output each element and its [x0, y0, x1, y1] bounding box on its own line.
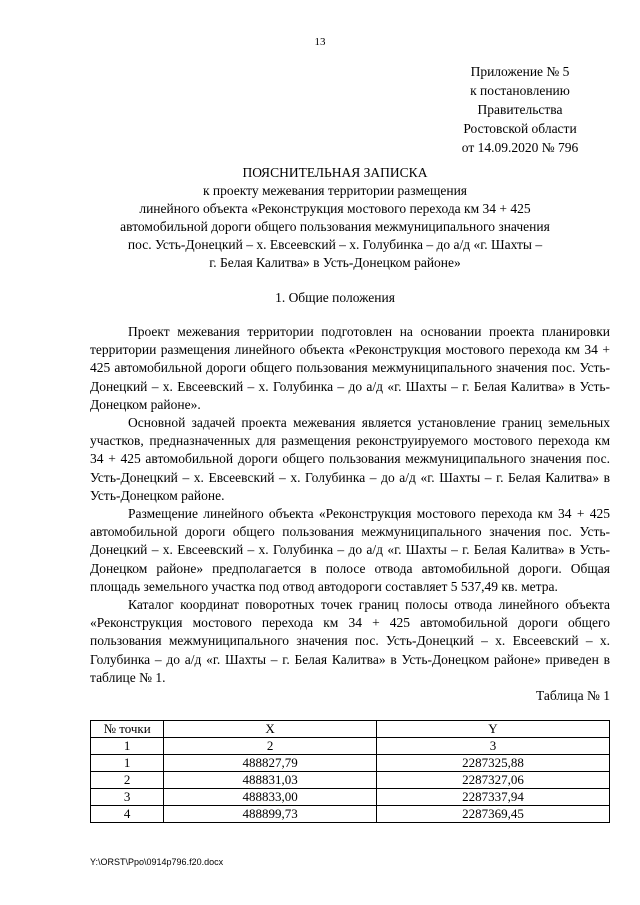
table-cell: 488827,79	[164, 755, 377, 772]
document-title	[60, 164, 610, 272]
title-line: пос. Усть-Донецкий – х. Евсеевский – х. Голубинка – до а/д «г. Шахты –	[127, 237, 543, 252]
table-cell: 4	[91, 806, 164, 823]
table-row	[91, 789, 610, 806]
table-cell: 1	[91, 738, 164, 755]
table-cell: 2287337,94	[376, 789, 609, 806]
table-header-row	[91, 721, 610, 738]
table-row	[91, 806, 610, 823]
coordinates-table	[90, 720, 610, 823]
appendix-line: от 14.09.2020 № 796	[461, 140, 579, 155]
table-cell: 2287369,45	[376, 806, 609, 823]
table-index-row	[91, 738, 610, 755]
table-cell: 2	[91, 772, 164, 789]
paragraph: Каталог координат поворотных точек границ полосы отвода линейного объекта «Реконструкция мостового перехода км 34 + 425 автомобильной дороги общего пользования межмуниципального значения пос. Усть-Донецкий – х. Евсеевский – х. Голубинка – до а/д «г. Шахты – г. Белая Калитва» в Усть-Донецком районе» приведен в таблице № 1.	[90, 597, 610, 685]
paragraph: Проект межевания территории подготовлен на основании проекта планировки территории размещения линейного объекта «Реконструкция мостового перехода км 34 + 425 автомобильной дороги общего пользования межмуниципального значения пос. Усть-Донецкий – х. Евсеевский – х. Голубинка – до а/д «г. Шахты – г. Белая Калитва» в Усть-Донецком районе».	[90, 324, 610, 412]
page-number: 13	[314, 36, 326, 48]
title-line: к проекту межевания территории размещения	[202, 183, 468, 198]
appendix-line: к постановлению	[470, 83, 570, 98]
table-cell: 2287325,88	[376, 755, 609, 772]
header-x: X	[164, 721, 377, 738]
table-cell: 3	[91, 789, 164, 806]
body-text	[90, 323, 610, 687]
table-cell: 3	[376, 738, 609, 755]
table-row	[91, 772, 610, 789]
table-cell: 1	[91, 755, 164, 772]
title-line: автомобильной дороги общего пользования межмуниципального значения	[120, 219, 550, 234]
table-cell: 488831,03	[164, 772, 377, 789]
appendix-line: Правительства	[477, 102, 563, 117]
table-cell: 2	[164, 738, 377, 755]
appendix-line: Приложение № 5	[470, 64, 570, 79]
section-heading: 1. Общие положения	[275, 290, 395, 305]
title-heading: ПОЯСНИТЕЛЬНАЯ ЗАПИСКА	[242, 165, 428, 180]
table-cell: 488899,73	[164, 806, 377, 823]
table-row	[91, 755, 610, 772]
table-cell: 2287327,06	[376, 772, 609, 789]
title-line: г. Белая Калитва» в Усть-Донецком районе»	[209, 255, 461, 270]
table-caption: Таблица № 1	[536, 688, 610, 703]
paragraph: Размещение линейного объекта «Реконструкция мостового перехода км 34 + 425 автомобильной дороги общего пользования межмуниципального значения пос. Усть-Донецкий – х. Евсеевский – х. Голубинка – до а/д «г. Шахты – г. Белая Калитва» в Усть-Донецком районе» предполагается в полосе отвода автомобильной дороги. Общая площадь земельного участка под отвод автодороги составляет 5 537,49 кв. метра.	[90, 506, 610, 594]
file-path: Y:\ORST\Ppo\0914p796.f20.docx	[90, 857, 224, 867]
paragraph: Основной задачей проекта межевания является установление границ земельных участков, предназначенных для размещения реконструируемого мостового перехода км 34 + 425 автомобильной дороги общего пользования межмуниципального значения пос. Усть-Донецкий – х. Евсеевский – х. Голубинка – до а/д «г. Шахты – г. Белая Калитва» в Усть-Донецком районе.	[90, 415, 610, 503]
header-y: Y	[376, 721, 609, 738]
title-line: линейного объекта «Реконструкция мостового перехода км 34 + 425	[139, 201, 531, 216]
table-cell: 488833,00	[164, 789, 377, 806]
appendix-reference	[452, 62, 588, 157]
appendix-line: Ростовской области	[463, 121, 577, 136]
header-point-number: № точки	[91, 721, 164, 738]
